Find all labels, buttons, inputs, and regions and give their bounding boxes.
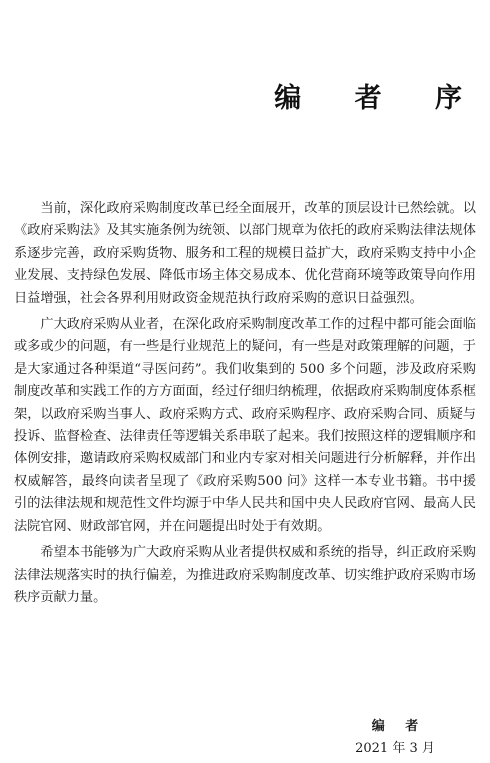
signature-author: 编 者 <box>371 719 427 734</box>
signature-block <box>340 716 450 760</box>
paragraph-2: 广大政府采购从业者，在深化政府采购制度改革工作的过程中都可能会面临或多或少的问题，有一些是行业规范上的疑问，有一些是对政策理解的问题，于是大家通过各种渠道“寻医问药”。我们收集到的 500 多个问题，涉及政府采购制度改革和实践工作的方方面面，经过仔细归纳梳理，依据政府采购制度体系框架，以政府采购当事人、政府采购方式、政府采购程序、政府采购合同、质疑与投诉、监督检查、法律责任等逻辑关系串联了起来。我们按照这样的逻辑顺序和体例安排，邀请政府采购权威部门和业内专家对相关问题进行分析解释，并作出权威解答，最终向读者呈现了《政府采购500 问》这样一本专业书籍。书中援引的法律法规和规范性文件均源于中华人民共和国中央人民政府官网、最高人民法院官网、财政部官网，并在问题提出时处于有效期。 <box>14 317 476 534</box>
paragraph-3: 希望本书能够为广大政府采购从业者提供权威和系统的指导，纠正政府采购法律法规落实时的执行偏差，为推进政府采购制度改革、切实维护政府采购市场秩序贡献力量。 <box>14 545 476 605</box>
signature-date: 2021 年 3 月 <box>355 741 435 756</box>
paragraph-1: 当前，深化政府采购制度改革已经全面展开，改革的顶层设计已然绘就。以《政府采购法》及其实施条例为统领、以部门规章为依托的政府采购法律法规体系逐步完善，政府采购货物、服务和工程的规模日益扩大，政府采购支持中小企业发展、支持绿色发展、降低市场主体交易成本、优化营商环境等政策导向作用日益增强，社会各界利用财政资金规范执行政府采购的意识日益强烈。 <box>14 201 476 306</box>
preface-body <box>14 198 476 613</box>
page-title: 编 者 序 <box>274 83 484 114</box>
